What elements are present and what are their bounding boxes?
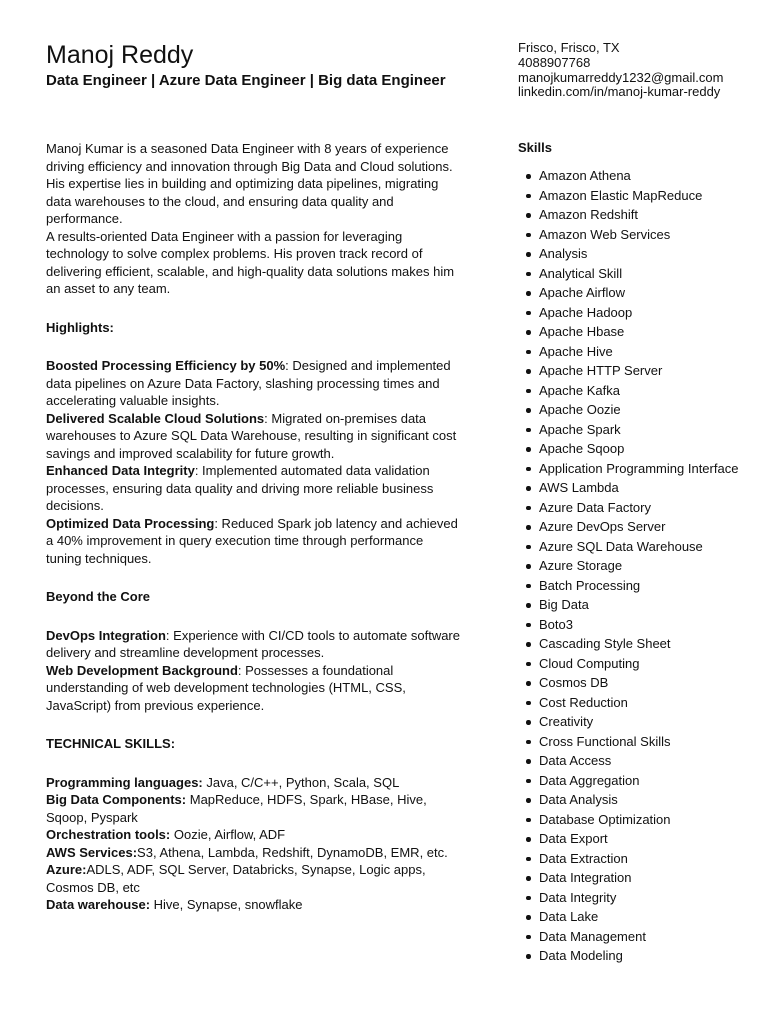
beyond-item [46,662,460,715]
skill-item: Azure Data Factory [539,501,754,515]
skill-item: Apache Sqoop [539,442,754,456]
skill-item: Analysis [539,247,754,261]
highlight-label: Boosted Processing Efficiency by 50% [46,358,286,373]
skill-item: Azure Storage [539,559,754,573]
technical-item [46,896,460,914]
skill-item: Big Data [539,598,754,612]
technical-item [46,791,460,826]
skill-item: Apache Hive [539,345,754,359]
contact-block [518,41,723,100]
highlight-item [46,357,460,410]
technical-text: Oozie, Airflow, ADF [170,827,286,842]
technical-label: Big Data Components: [46,792,187,807]
technical-item [46,861,460,896]
skill-item: Apache Spark [539,423,754,437]
skill-item: Database Optimization [539,813,754,827]
skill-item: Apache Hbase [539,325,754,339]
skill-item: Batch Processing [539,579,754,593]
beyond-heading: Beyond the Core [46,589,151,604]
technical-text: Java, C/C++, Python, Scala, SQL [202,774,400,790]
beyond-label: DevOps Integration [46,627,166,643]
highlight-text: : Implemented automated data validation processes, ensuring data quality and driving more reliable business decisions. [46,463,434,513]
highlights-heading: Highlights: [46,319,114,335]
contact-email[interactable]: manojkumarreddy1232@gmail.com [518,69,724,85]
skill-item: AWS Lambda [539,481,754,495]
beyond-text: : Possesses a foundational understanding of web development technologies (HTML, CSS, JavaScript) from previous experience. [46,662,406,713]
skill-item: Data Extraction [539,852,754,866]
highlight-item [46,515,460,568]
skill-item: Cascading Style Sheet [539,637,754,651]
skill-item: Boto3 [539,618,754,632]
technical-text: MapReduce, HDFS, Spark, HBase, Hive, Sqoop, Pyspark [46,792,427,825]
skill-item: Amazon Athena [539,169,754,183]
skill-item: Creativity [539,715,754,729]
skill-item: Data Export [539,832,754,846]
technical-item [46,844,460,862]
technical-item [46,774,460,792]
skill-item: Apache Airflow [539,286,754,300]
skill-item: Amazon Redshift [539,208,754,222]
skill-item: Application Programming Interface [539,462,754,476]
candidate-name: Manoj Reddy [46,41,194,69]
highlights-list [46,357,460,567]
skill-item: Data Integration [539,871,754,885]
skill-item: Azure SQL Data Warehouse [539,540,754,554]
technical-label: Programming languages: [46,774,203,790]
technical-label: Orchestration tools: [46,827,171,842]
technical-text: Hive, Synapse, snowflake [150,897,303,912]
skill-item: Cost Reduction [539,696,754,710]
highlight-text: : Reduced Spark job latency and achieved a 40% improvement in query execution time through performance tuning techniques. [46,515,458,566]
highlight-text: : Designed and implemented data pipelines on Azure Data Factory, slashing processing times and accelerating valuable insights. [46,358,451,408]
skill-item: Analytical Skill [539,267,754,281]
skill-item: Azure DevOps Server [539,520,754,534]
skill-item: Cloud Computing [539,657,754,671]
skill-item: Data Lake [539,910,754,924]
summary-paragraph: Manoj Kumar is a seasoned Data Engineer with 8 years of experience driving efficiency and innovation through Big Data and Cloud solutions. His expertise lies in building and optimizing data pipelines, migrating data warehouses to the cloud, and ensuring data quality and performance. [46,141,453,226]
skills-list [539,169,754,969]
highlight-label: Optimized Data Processing [46,515,215,531]
skill-item: Apache HTTP Server [539,364,754,378]
technical-item [46,826,460,844]
contact-linkedin[interactable]: linkedin.com/in/manoj-kumar-reddy [518,84,721,100]
highlight-label: Delivered Scalable Cloud Solutions [46,410,265,426]
skill-item: Apache Oozie [539,403,754,417]
skill-item: Cross Functional Skills [539,735,754,749]
beyond-text: : Experience with CI/CD tools to automate software delivery and streamline development processes. [46,627,460,660]
skill-item: Data Aggregation [539,774,754,788]
highlight-text: : Migrated on-premises data warehouses to Azure SQL Data Warehouse, resulting in significant cost savings and improved scalability for future growth. [46,410,457,461]
skill-item: Data Modeling [539,949,754,963]
highlight-item [46,410,460,463]
skill-item: Amazon Web Services [539,228,754,242]
skill-item: Data Analysis [539,793,754,807]
technical-label: Data warehouse: [46,897,151,912]
skills-heading: Skills [518,140,552,155]
skill-item: Cosmos DB [539,676,754,690]
skill-item: Apache Kafka [539,384,754,398]
technical-text: S3, Athena, Lambda, Redshift, DynamoDB, EMR, etc. [137,844,448,860]
technical-label: Azure: [46,862,87,877]
technical-label: AWS Services: [46,844,138,860]
contact-phone: 4088907768 [518,54,591,70]
main-column [46,140,460,914]
skill-item: Data Management [539,930,754,944]
highlight-item [46,462,460,515]
skill-item: Apache Hadoop [539,306,754,320]
contact-location: Frisco, Frisco, TX [518,40,620,55]
beyond-label: Web Development Background [46,662,238,678]
skill-item: Data Access [539,754,754,768]
beyond-item [46,627,460,662]
summary-paragraph: A results-oriented Data Engineer with a passion for leveraging technology to solve complex problems. His proven track record of delivering efficient, scalable, and high-quality data solutions makes him an asset to any team. [46,228,455,296]
candidate-title: Data Engineer | Azure Data Engineer | Big data Engineer [46,72,446,89]
technical-text: ADLS, ADF, SQL Server, Databricks, Synapse, Logic apps, Cosmos DB, etc [46,862,426,895]
beyond-list [46,627,460,715]
skill-item: Data Integrity [539,891,754,905]
technical-heading: TECHNICAL SKILLS: [46,736,176,751]
technical-list [46,774,460,914]
highlight-label: Enhanced Data Integrity [46,463,195,478]
skill-item: Amazon Elastic MapReduce [539,189,754,203]
